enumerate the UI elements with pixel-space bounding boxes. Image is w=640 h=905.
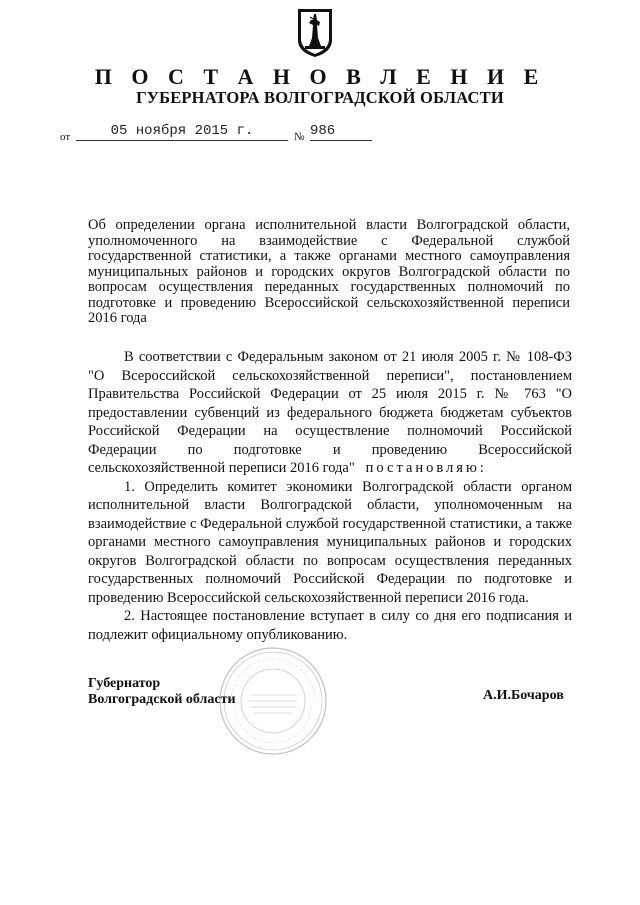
date-prefix-label: от bbox=[60, 131, 71, 143]
decree-word: постановляю: bbox=[365, 460, 487, 476]
document-date: 05 ноября 2015 г. bbox=[76, 122, 288, 141]
signatory-position bbox=[88, 676, 236, 708]
item-1-paragraph: 1. Определить комитет экономики Волгоградской области органом исполнительной власти Волгоградской области, уполномоченным на взаимодействие с Федеральной службой государственной статистики, а также органами местного самоуправления муниципальных районов и городских округов Волгоградской области по вопросам осуществления переданных государственных полномочий Российской Федерации по подготовке и проведению Всероссийской сельскохозяйственной переписи 2016 года. bbox=[88, 478, 572, 606]
item-2-paragraph: 2. Настоящее постановление вступает в силу со дня его подписания и подлежит официальному опубликованию. bbox=[88, 608, 572, 643]
number-label: № bbox=[294, 131, 305, 143]
document-body bbox=[88, 348, 572, 644]
document-title: П О С Т А Н О В Л Е Н И Е bbox=[94, 64, 546, 89]
preamble-text: В соответствии с Федеральным законом от 21 июля 2005 г. № 108-ФЗ "О Всероссийской сельскохозяйственной переписи", постановлением Правительства Российской Федерации от 25 июля 2015 г. № 763 "О предоставлении субвенций из федерального бюджета бюджетам субъектов Российской Федерации на осуществление полномочий Российской Федерации по подготовке и проведению Всероссийской сельскохозяйственной переписи 2016 года" bbox=[88, 349, 572, 476]
document-issuer: ГУБЕРНАТОРА ВОЛГОГРАДСКОЙ ОБЛАСТИ bbox=[136, 88, 504, 107]
signatory-name: А.И.Бочаров bbox=[483, 688, 564, 703]
signatory-position-line-2: Волгоградской области bbox=[88, 692, 236, 707]
document-subject: Об определении органа исполнительной власти Волгоградской области, уполномоченного на взаимодействие с Федеральной службой государственной статистики, а также органами местного самоуправления муниципальных районов и городских округов Волгоградской области по вопросам осуществления переданных государственных полномочий по подготовке и проведению Всероссийской сельскохозяйственной переписи 2016 года bbox=[88, 217, 570, 326]
signatory-position-line-1: Губернатор bbox=[88, 676, 161, 691]
document-number: 986 bbox=[310, 122, 372, 141]
coat-of-arms-icon bbox=[297, 8, 333, 58]
preamble-paragraph bbox=[88, 348, 572, 478]
